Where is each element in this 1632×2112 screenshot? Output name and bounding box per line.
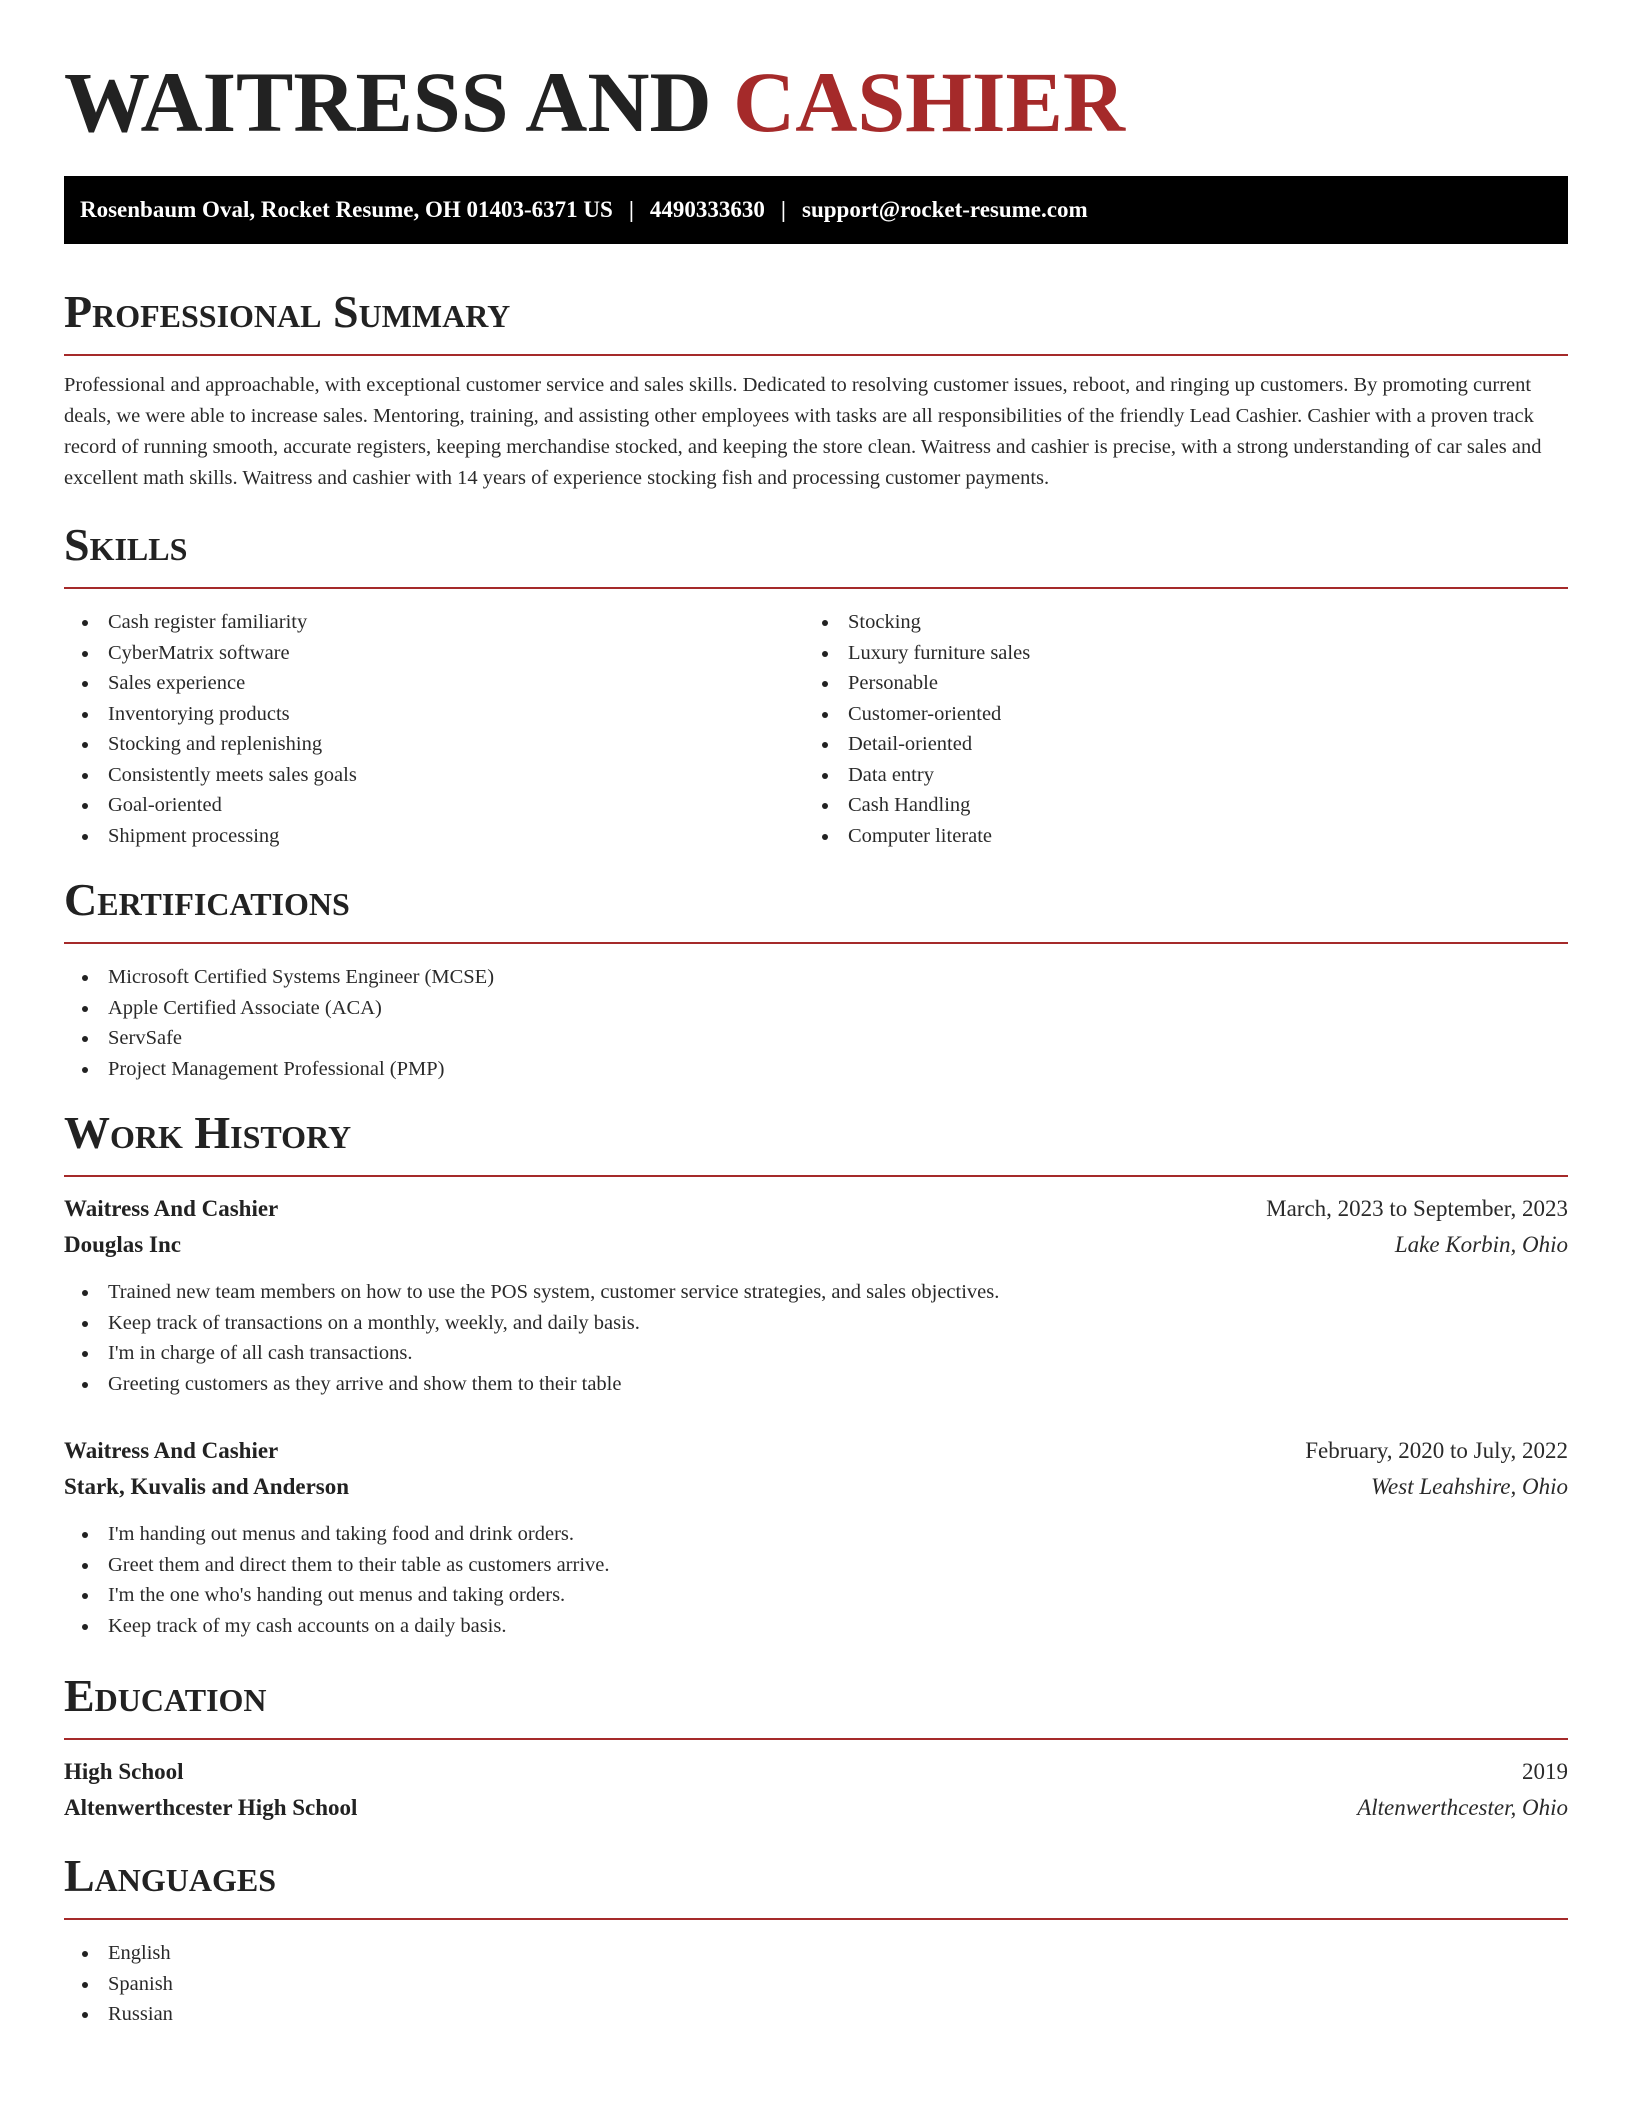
contact-phone: 4490333630: [649, 197, 765, 222]
education-entry: [64, 1754, 1568, 1826]
section-divider: [64, 942, 1568, 944]
skill-list: [64, 607, 804, 851]
job-duty-item: Greeting customers as they arrive and show them to their table: [64, 1369, 1568, 1400]
language-item: English: [64, 1938, 1568, 1969]
job-role: Waitress And Cashier: [64, 1438, 279, 1463]
certification-item: ServSafe: [64, 1023, 1568, 1054]
contact-separator: |: [780, 197, 786, 222]
job-entry: [64, 1433, 1568, 1641]
education-location: Altenwerthcester, Ohio: [1357, 1795, 1568, 1820]
section-divider: [64, 587, 1568, 589]
skill-item: CyberMatrix software: [64, 638, 804, 669]
education-degree: High School: [64, 1759, 184, 1784]
job-duty-item: Keep track of transactions on a monthly, weekly, and daily basis.: [64, 1308, 1568, 1339]
summary-text: Professional and approachable, with exceptional customer service and sales skills. Dedicated to resolving customer issues, reboot, and ringing up customers. By promoting current deals, we were able to increase sales. Mentoring, training, and assisting other employees with tasks are all responsibilities of the friendly Lead Cashier. Cashier with a proven track record of running smooth, accurate registers, keeping merchandise stocked, and keeping the store clean. Waitress and cashier is precise, with a strong understanding of car sales and excellent math skills. Waitress and cashier with 14 years of experience stocking fish and processing customer payments.: [64, 374, 1542, 489]
work-history-section: [64, 1105, 1568, 1641]
job-duty-item: Keep track of my cash accounts on a daily basis.: [64, 1611, 1568, 1642]
job-company: Douglas Inc: [64, 1232, 181, 1257]
education-school: Altenwerthcester High School: [64, 1795, 358, 1820]
contact-address: Rosenbaum Oval, Rocket Resume, OH 01403-6371 US: [80, 197, 613, 222]
title-part-2: CASHIER: [733, 54, 1125, 150]
languages-heading: Languages: [64, 1850, 277, 1901]
summary-section: [64, 284, 1568, 494]
education-year: 2019: [1522, 1759, 1568, 1784]
certification-item: Microsoft Certified Systems Engineer (MCSE): [64, 962, 1568, 993]
job-company: Stark, Kuvalis and Anderson: [64, 1474, 350, 1499]
job-duty-list: [64, 1519, 1568, 1641]
language-item: Spanish: [64, 1969, 1568, 2000]
job-dates: February, 2020 to July, 2022: [1305, 1438, 1568, 1463]
language-item: Russian: [64, 1999, 1568, 2030]
skills-section: [64, 517, 1568, 851]
skills-columns: [64, 607, 1568, 851]
skill-item: Data entry: [804, 760, 1544, 791]
job-entry: [64, 1191, 1568, 1399]
skill-item: Cash register familiarity: [64, 607, 804, 638]
skill-item: Inventorying products: [64, 699, 804, 730]
job-company-row: [64, 1469, 1568, 1505]
certification-item: Apple Certified Associate (ACA): [64, 993, 1568, 1024]
education-school-row: [64, 1790, 1568, 1826]
job-role: Waitress And Cashier: [64, 1196, 279, 1221]
language-list: [64, 1938, 1568, 2030]
job-duty-item: Greet them and direct them to their table as customers arrive.: [64, 1550, 1568, 1581]
contact-email: support@rocket-resume.com: [802, 197, 1088, 222]
section-divider: [64, 1738, 1568, 1740]
section-divider: [64, 1175, 1568, 1177]
job-location: West Leahshire, Ohio: [1371, 1474, 1568, 1499]
skill-item: Customer-oriented: [804, 699, 1544, 730]
resume-title: [64, 52, 1125, 152]
job-duty-item: I'm the one who's handing out menus and taking orders.: [64, 1580, 1568, 1611]
skill-list: [804, 607, 1544, 851]
skill-item: Goal-oriented: [64, 790, 804, 821]
skills-right-column: [804, 607, 1544, 851]
job-header-row: [64, 1191, 1568, 1227]
skill-item: Luxury furniture sales: [804, 638, 1544, 669]
contact-separator: |: [628, 197, 634, 222]
certification-list: [64, 962, 1568, 1084]
education-heading: Education: [64, 1670, 267, 1721]
skill-item: Stocking: [804, 607, 1544, 638]
job-header-row: [64, 1433, 1568, 1469]
certifications-heading: Certifications: [64, 874, 350, 925]
job-duty-list: [64, 1277, 1568, 1399]
skill-item: Cash Handling: [804, 790, 1544, 821]
title-part-1: WAITRESS AND: [64, 54, 712, 150]
skill-item: Computer literate: [804, 821, 1544, 852]
job-duty-item: Trained new team members on how to use the POS system, customer service strategies, and sales objectives.: [64, 1277, 1568, 1308]
section-divider: [64, 1918, 1568, 1920]
job-company-row: [64, 1227, 1568, 1263]
job-duty-item: I'm in charge of all cash transactions.: [64, 1338, 1568, 1369]
job-duty-item: I'm handing out menus and taking food and drink orders.: [64, 1519, 1568, 1550]
skill-item: Shipment processing: [64, 821, 804, 852]
work-history-heading: Work History: [64, 1107, 352, 1158]
skill-item: Stocking and replenishing: [64, 729, 804, 760]
education-section: [64, 1668, 1568, 1826]
summary-heading: Professional Summary: [64, 286, 511, 337]
certification-item: Project Management Professional (PMP): [64, 1054, 1568, 1085]
languages-section: [64, 1848, 1568, 2030]
skills-left-column: [64, 607, 804, 851]
education-header-row: [64, 1754, 1568, 1790]
contact-bar: [64, 176, 1568, 244]
certifications-section: [64, 872, 1568, 1084]
skill-item: Sales experience: [64, 668, 804, 699]
skills-heading: Skills: [64, 519, 188, 570]
skill-item: Detail-oriented: [804, 729, 1544, 760]
skill-item: Personable: [804, 668, 1544, 699]
section-divider: [64, 354, 1568, 356]
job-dates: March, 2023 to September, 2023: [1266, 1196, 1568, 1221]
job-location: Lake Korbin, Ohio: [1394, 1232, 1568, 1257]
skill-item: Consistently meets sales goals: [64, 760, 804, 791]
